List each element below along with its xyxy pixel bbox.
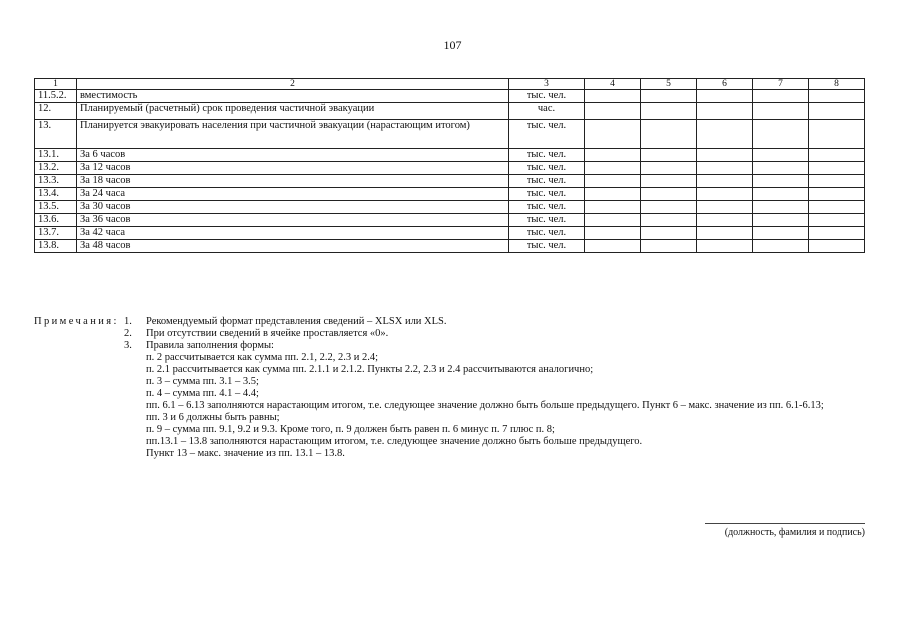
form-rule: пп. 6.1 – 6.13 заполняются нарастающим итогом, т.е. следующее значение должно быть больше предыдущего. Пункт 6 – макс. значение из пп. 6.1-6.13; xyxy=(146,400,824,411)
table-row xyxy=(35,149,865,162)
value-cell-col-5[interactable] xyxy=(641,149,697,162)
row-name-cell: За 12 часов xyxy=(77,162,509,175)
value-cell-col-4[interactable] xyxy=(585,120,641,149)
row-number-cell: 13.7. xyxy=(35,227,77,240)
form-rule: пп. 3 и 6 должны быть равны; xyxy=(146,412,280,423)
row-number-cell: 13.4. xyxy=(35,188,77,201)
form-rule: п. 3 – сумма пп. 3.1 – 3.5; xyxy=(146,376,259,387)
value-cell-col-4[interactable] xyxy=(585,103,641,120)
table-row xyxy=(35,201,865,214)
note-number: 2. xyxy=(124,328,132,339)
column-header: 5 xyxy=(641,79,697,90)
row-number-cell: 13. xyxy=(35,120,77,149)
note-item xyxy=(124,316,854,328)
value-cell-col-6[interactable] xyxy=(697,120,753,149)
value-cell-col-4[interactable] xyxy=(585,201,641,214)
value-cell-col-8[interactable] xyxy=(809,201,865,214)
note-item xyxy=(124,340,854,352)
value-cell-col-6[interactable] xyxy=(697,90,753,103)
row-unit-cell: тыс. чел. xyxy=(509,227,585,240)
row-unit-cell: тыс. чел. xyxy=(509,188,585,201)
value-cell-col-5[interactable] xyxy=(641,240,697,253)
row-name-cell: За 18 часов xyxy=(77,175,509,188)
value-cell-col-8[interactable] xyxy=(809,149,865,162)
signature-block xyxy=(705,523,865,538)
value-cell-col-4[interactable] xyxy=(585,214,641,227)
value-cell-col-8[interactable] xyxy=(809,240,865,253)
row-unit-cell: тыс. чел. xyxy=(509,175,585,188)
value-cell-col-7[interactable] xyxy=(753,188,809,201)
value-cell-col-8[interactable] xyxy=(809,188,865,201)
value-cell-col-8[interactable] xyxy=(809,103,865,120)
value-cell-col-7[interactable] xyxy=(753,149,809,162)
row-name-cell: За 42 часа xyxy=(77,227,509,240)
value-cell-col-8[interactable] xyxy=(809,227,865,240)
value-cell-col-7[interactable] xyxy=(753,201,809,214)
row-unit-cell: тыс. чел. xyxy=(509,149,585,162)
table-row xyxy=(35,188,865,201)
value-cell-col-7[interactable] xyxy=(753,175,809,188)
page-number: 107 xyxy=(443,38,462,52)
row-name-cell: За 30 часов xyxy=(77,201,509,214)
value-cell-col-8[interactable] xyxy=(809,175,865,188)
value-cell-col-5[interactable] xyxy=(641,227,697,240)
column-header: 1 xyxy=(35,79,77,90)
value-cell-col-5[interactable] xyxy=(641,103,697,120)
row-unit-cell: час. xyxy=(509,103,585,120)
value-cell-col-6[interactable] xyxy=(697,201,753,214)
value-cell-col-4[interactable] xyxy=(585,188,641,201)
value-cell-col-6[interactable] xyxy=(697,188,753,201)
value-cell-col-7[interactable] xyxy=(753,214,809,227)
row-number-cell: 11.5.2. xyxy=(35,90,77,103)
value-cell-col-8[interactable] xyxy=(809,214,865,227)
note-number: 3. xyxy=(124,340,132,351)
row-unit-cell: тыс. чел. xyxy=(509,201,585,214)
row-unit-cell: тыс. чел. xyxy=(509,162,585,175)
table-row xyxy=(35,162,865,175)
notes-label: Примечания: xyxy=(34,316,119,327)
value-cell-col-5[interactable] xyxy=(641,162,697,175)
row-number-cell: 13.3. xyxy=(35,175,77,188)
value-cell-col-7[interactable] xyxy=(753,162,809,175)
value-cell-col-7[interactable] xyxy=(753,120,809,149)
table-row xyxy=(35,227,865,240)
value-cell-col-4[interactable] xyxy=(585,227,641,240)
value-cell-col-4[interactable] xyxy=(585,149,641,162)
value-cell-col-6[interactable] xyxy=(697,214,753,227)
row-unit-cell: тыс. чел. xyxy=(509,240,585,253)
value-cell-col-6[interactable] xyxy=(697,227,753,240)
value-cell-col-7[interactable] xyxy=(753,227,809,240)
value-cell-col-8[interactable] xyxy=(809,90,865,103)
form-rules-list xyxy=(124,352,854,460)
row-number-cell: 13.6. xyxy=(35,214,77,227)
column-header: 4 xyxy=(585,79,641,90)
column-header: 8 xyxy=(809,79,865,90)
form-rule: пп.13.1 – 13.8 заполняются нарастающим итогом, т.е. следующее значение должно быть больше предыдущего. xyxy=(146,436,643,447)
row-number-cell: 13.5. xyxy=(35,201,77,214)
table-row xyxy=(35,240,865,253)
row-name-cell: За 36 часов xyxy=(77,214,509,227)
row-name-cell: Планируется эвакуировать населения при частичной эвакуации (нарастающим итогом) xyxy=(77,120,509,149)
form-rule: п. 9 – сумма пп. 9.1, 9.2 и 9.3. Кроме того, п. 9 должен быть равен п. 6 минус п. 7 плюс п. 8; xyxy=(146,424,555,435)
value-cell-col-5[interactable] xyxy=(641,201,697,214)
value-cell-col-6[interactable] xyxy=(697,103,753,120)
value-cell-col-5[interactable] xyxy=(641,188,697,201)
note-text: Правила заполнения формы: xyxy=(146,340,274,351)
value-cell-col-5[interactable] xyxy=(641,175,697,188)
note-number: 1. xyxy=(124,316,132,327)
column-header: 2 xyxy=(77,79,509,90)
evacuation-form-table xyxy=(34,78,865,253)
value-cell-col-6[interactable] xyxy=(697,175,753,188)
table-row xyxy=(35,175,865,188)
table-row xyxy=(35,90,865,103)
note-text: Рекомендуемый формат представления сведений – XLSX или XLS. xyxy=(146,316,447,327)
value-cell-col-5[interactable] xyxy=(641,90,697,103)
signature-line xyxy=(705,523,865,524)
row-name-cell: вместимость xyxy=(77,90,509,103)
value-cell-col-5[interactable] xyxy=(641,120,697,149)
form-rule: п. 2.1 рассчитывается как сумма пп. 2.1.1 и 2.1.2. Пункты 2.2, 2.3 и 2.4 рассчитываются аналогично; xyxy=(146,364,594,375)
signature-caption: (должность, фамилия и подпись) xyxy=(724,527,865,538)
row-unit-cell: тыс. чел. xyxy=(509,214,585,227)
table-row xyxy=(35,214,865,227)
value-cell-col-6[interactable] xyxy=(697,240,753,253)
column-header: 3 xyxy=(509,79,585,90)
value-cell-col-7[interactable] xyxy=(753,103,809,120)
row-number-cell: 13.1. xyxy=(35,149,77,162)
row-name-cell: Планируемый (расчетный) срок проведения частичной эвакуации xyxy=(77,103,509,120)
row-number-cell: 13.2. xyxy=(35,162,77,175)
form-rule: п. 4 – сумма пп. 4.1 – 4.4; xyxy=(146,388,259,399)
table-row xyxy=(35,103,865,120)
row-number-cell: 13.8. xyxy=(35,240,77,253)
value-cell-col-4[interactable] xyxy=(585,240,641,253)
row-unit-cell: тыс. чел. xyxy=(509,90,585,103)
value-cell-col-8[interactable] xyxy=(809,162,865,175)
row-name-cell: За 48 часов xyxy=(77,240,509,253)
value-cell-col-7[interactable] xyxy=(753,240,809,253)
row-number-cell: 12. xyxy=(35,103,77,120)
column-header: 6 xyxy=(697,79,753,90)
row-name-cell: За 24 часа xyxy=(77,188,509,201)
notes-list xyxy=(124,316,854,460)
table-header-row xyxy=(35,79,865,90)
value-cell-col-6[interactable] xyxy=(697,162,753,175)
value-cell-col-4[interactable] xyxy=(585,90,641,103)
table-row xyxy=(35,120,865,149)
value-cell-col-7[interactable] xyxy=(753,90,809,103)
note-item xyxy=(124,328,854,340)
row-name-cell: За 6 часов xyxy=(77,149,509,162)
value-cell-col-4[interactable] xyxy=(585,175,641,188)
value-cell-col-8[interactable] xyxy=(809,120,865,149)
form-rule: п. 2 рассчитывается как сумма пп. 2.1, 2.2, 2.3 и 2.4; xyxy=(146,352,379,363)
value-cell-col-6[interactable] xyxy=(697,149,753,162)
note-text: При отсутствии сведений в ячейке проставляется «0». xyxy=(146,328,389,339)
value-cell-col-5[interactable] xyxy=(641,214,697,227)
form-rule: Пункт 13 – макс. значение из пп. 13.1 – 13.8. xyxy=(146,448,345,459)
column-header: 7 xyxy=(753,79,809,90)
row-unit-cell: тыс. чел. xyxy=(509,120,585,149)
value-cell-col-4[interactable] xyxy=(585,162,641,175)
